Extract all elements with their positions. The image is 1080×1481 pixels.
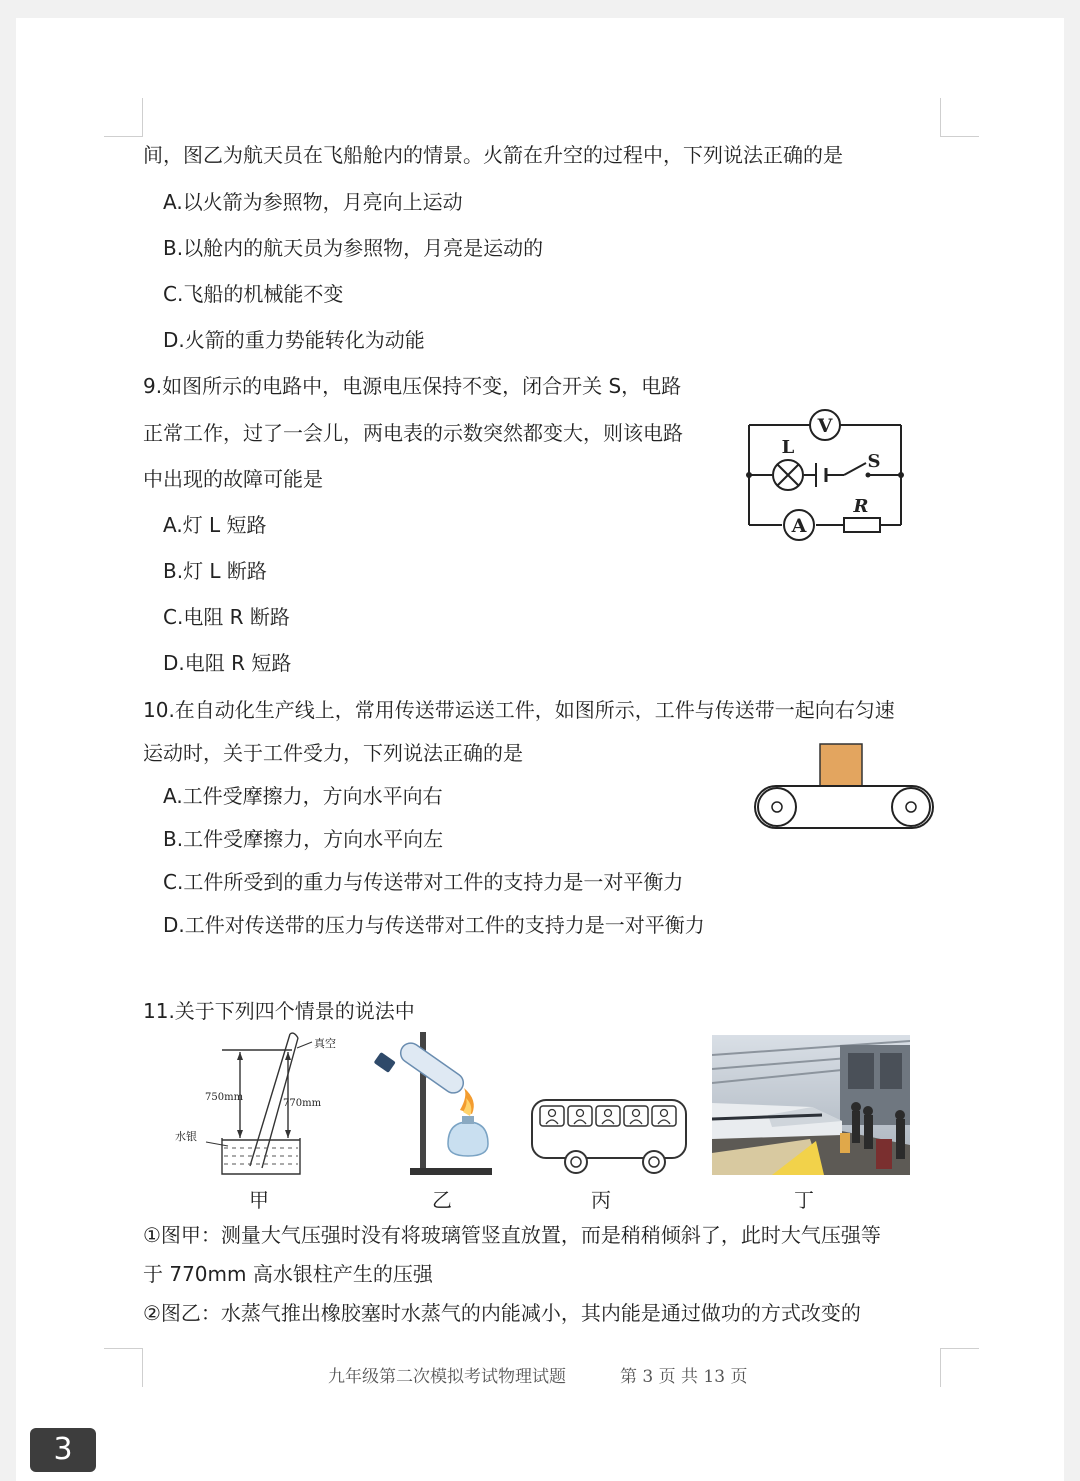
q10-option-b: B.工件受摩擦力，方向水平向左 xyxy=(163,827,444,851)
q11-statement-1-line-2: 于 770mm 高水银柱产生的压强 xyxy=(143,1262,433,1286)
q11-statement-2: ②图乙：水蒸气推出橡胶塞时水蒸气的内能减小，其内能是通过做功的方式改变的 xyxy=(143,1301,861,1325)
height-750-label: 750mm xyxy=(205,1092,244,1103)
switch-icon xyxy=(866,451,881,478)
voltmeter-label: V xyxy=(817,415,833,437)
ammeter-icon xyxy=(784,510,814,540)
q8-option-c: C.飞船的机械能不变 xyxy=(163,282,344,306)
mercury-label: 水银 xyxy=(175,1130,197,1143)
corner-mark-tr xyxy=(940,98,979,137)
page-badge[interactable]: 3 xyxy=(30,1428,96,1472)
lamp-label: L xyxy=(781,437,795,458)
train-station-photo xyxy=(712,1035,910,1175)
corner-mark-br xyxy=(940,1348,979,1387)
caption-ding: 丁 xyxy=(794,1188,814,1212)
lamp-icon xyxy=(773,437,803,490)
bus-figure xyxy=(528,1092,692,1178)
resistor-label: R xyxy=(853,496,869,517)
caption-bing: 丙 xyxy=(591,1188,611,1212)
q8-text: 间，图乙为航天员在飞船舱内的情景。火箭在升空的过程中，下列说法正确的是 xyxy=(143,143,843,167)
q9-option-c: C.电阻 R 断路 xyxy=(163,605,290,629)
vacuum-label: 真空 xyxy=(314,1037,336,1050)
conveyor-belt-diagram xyxy=(750,740,940,832)
q10-line-1: 10.在自动化生产线上，常用传送带运送工件，如图所示，工件与传送带一起向右匀速 xyxy=(143,698,895,722)
q8-option-d: D.火箭的重力势能转化为动能 xyxy=(163,328,425,352)
voltmeter-icon xyxy=(810,410,840,440)
q9-option-a: A.灯 L 短路 xyxy=(163,513,267,537)
q9-option-b: B.灯 L 断路 xyxy=(163,559,267,583)
q8-option-a: A.以火箭为参照物，月亮向上运动 xyxy=(163,190,463,214)
q11-statement-1-line-1: ①图甲：测量大气压强时没有将玻璃管竖直放置，而是稍稍倾斜了，此时大气压强等 xyxy=(143,1223,881,1247)
height-770-label: 770mm xyxy=(283,1098,322,1109)
corner-mark-tl xyxy=(104,98,143,137)
footer-title: 九年级第二次模拟考试物理试题 xyxy=(328,1367,566,1387)
q10-line-2: 运动时，关于工件受力，下列说法正确的是 xyxy=(143,741,523,765)
caption-yi: 乙 xyxy=(432,1188,452,1212)
workpiece-block xyxy=(820,744,862,786)
corner-mark-bl xyxy=(104,1348,143,1387)
switch-label: S xyxy=(867,451,881,472)
q10-option-a: A.工件受摩擦力，方向水平向右 xyxy=(163,784,443,808)
caption-jia: 甲 xyxy=(249,1188,269,1212)
q8-option-b: B.以舱内的航天员为参照物，月亮是运动的 xyxy=(163,236,544,260)
footer-page-number: 第 3 页 共 13 页 xyxy=(620,1367,748,1387)
test-tube-figure xyxy=(368,1030,498,1178)
barometer-figure xyxy=(170,1030,345,1180)
ammeter-label: A xyxy=(791,515,807,537)
battery-icon xyxy=(816,463,826,487)
q9-line-2: 正常工作，过了一会儿，两电表的示数突然都变大，则该电路 xyxy=(143,421,683,445)
circuit-diagram xyxy=(740,405,910,545)
q9-line-3: 中出现的故障可能是 xyxy=(143,467,323,491)
q9-option-d: D.电阻 R 短路 xyxy=(163,651,292,675)
resistor-icon xyxy=(844,496,880,532)
q10-option-c: C.工件所受到的重力与传送带对工件的支持力是一对平衡力 xyxy=(163,870,684,894)
q9-line-1: 9.如图所示的电路中，电源电压保持不变，闭合开关 S，电路 xyxy=(143,374,682,398)
q10-option-d: D.工件对传送带的压力与传送带对工件的支持力是一对平衡力 xyxy=(163,913,705,937)
q11-title: 11.关于下列四个情景的说法中 xyxy=(143,999,415,1023)
